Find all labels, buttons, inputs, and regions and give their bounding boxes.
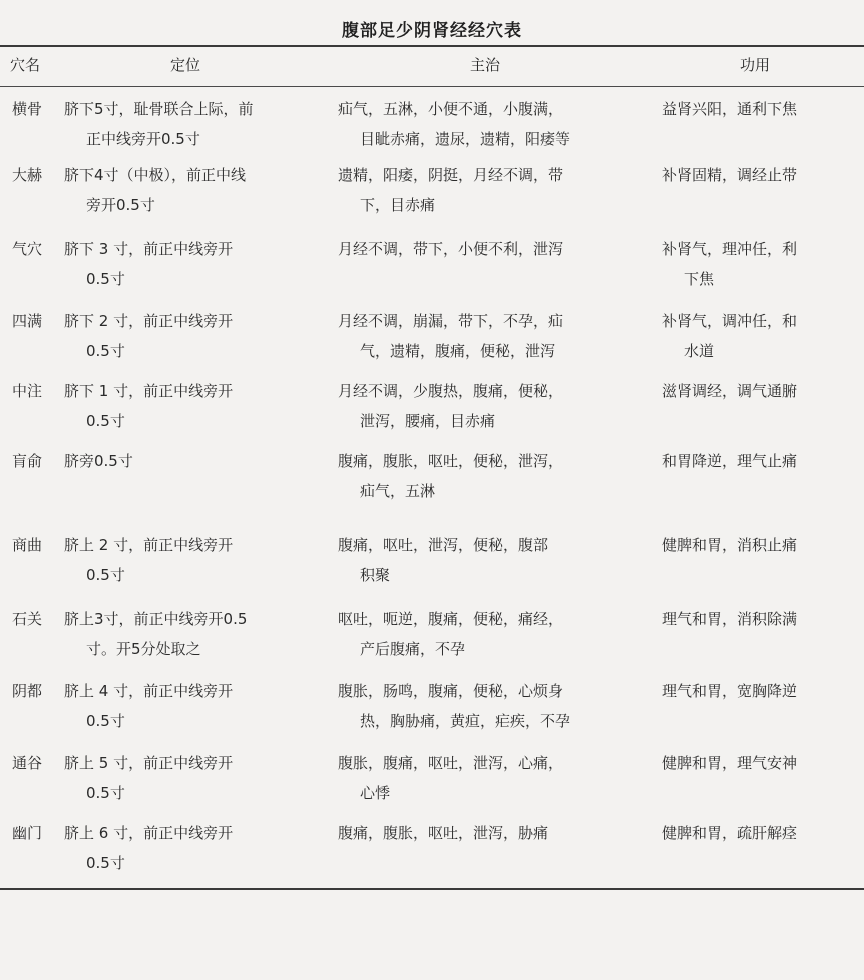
- location-line: 0.5寸: [86, 342, 125, 360]
- indication-line: 积聚: [360, 566, 391, 584]
- location-line: 脐下5寸，耻骨联合上际，前: [64, 100, 254, 118]
- indication-line: 疝气，五淋: [360, 482, 436, 500]
- indication-cell: [338, 530, 638, 590]
- function-line: 补肾气，调冲任，和: [662, 312, 798, 330]
- function-line: 补肾固精，调经止带: [662, 166, 798, 184]
- indication-line: 心悸: [360, 784, 391, 802]
- function-cell: [662, 94, 862, 124]
- location-line: 脐下 3 寸，前正中线旁开: [64, 240, 234, 258]
- location-cell: [64, 160, 320, 220]
- acupoint-name: 四满: [12, 312, 43, 330]
- function-line: 滋肾调经，调气通腑: [662, 382, 798, 400]
- function-line: 健脾和胃，消积止痛: [662, 536, 798, 554]
- location-cell: [64, 446, 320, 476]
- function-line: 和胃降逆，理气止痛: [662, 452, 798, 470]
- header-name: 穴名: [10, 56, 41, 74]
- acupoint-name: 阴都: [12, 682, 43, 700]
- header-indication: 主治: [470, 56, 501, 74]
- indication-line: 泄泻，腰痛，目赤痛: [360, 412, 496, 430]
- indication-line: 产后腹痛，不孕: [360, 640, 466, 658]
- location-cell: [64, 376, 320, 436]
- indication-cell: [338, 94, 638, 154]
- acupoint-name: 中注: [12, 382, 43, 400]
- indication-cell: [338, 748, 638, 808]
- location-cell: [64, 306, 320, 366]
- location-line: 0.5寸: [86, 566, 125, 584]
- location-line: 脐上 6 寸，前正中线旁开: [64, 824, 234, 842]
- location-line: 0.5寸: [86, 712, 125, 730]
- indication-line: 月经不调，带下，小便不利，泄泻: [338, 240, 564, 258]
- function-cell: [662, 530, 862, 560]
- indication-line: 气，遗精，腹痛，便秘，泄泻: [360, 342, 556, 360]
- indication-line: 月经不调，崩漏，带下，不孕，疝: [338, 312, 564, 330]
- location-line: 脐上3寸，前正中线旁开0.5: [64, 610, 248, 628]
- location-line: 脐下4寸（中极），前正中线: [64, 166, 247, 184]
- indication-cell: [338, 234, 638, 264]
- function-cell: [662, 818, 862, 848]
- acupoint-name: 石关: [12, 610, 43, 628]
- location-cell: [64, 604, 320, 664]
- function-line: 水道: [684, 342, 715, 360]
- function-line: 健脾和胃，疏肝解痉: [662, 824, 798, 842]
- function-line: 益肾兴阳，通利下焦: [662, 100, 798, 118]
- header-function: 功用: [740, 56, 771, 74]
- location-line: 脐下 2 寸，前正中线旁开: [64, 312, 234, 330]
- location-cell: [64, 676, 320, 736]
- function-cell: [662, 376, 862, 406]
- indication-line: 腹痛，腹胀，呕吐，便秘，泄泻，: [338, 452, 564, 470]
- function-line: 下焦: [684, 270, 715, 288]
- location-line: 脐下 1 寸，前正中线旁开: [64, 382, 234, 400]
- acupoint-name: 横骨: [12, 100, 43, 118]
- acupoint-name: 肓俞: [12, 452, 43, 470]
- function-line: 健脾和胃，理气安神: [662, 754, 798, 772]
- acupoint-name: 气穴: [12, 240, 43, 258]
- function-cell: [662, 748, 862, 778]
- location-line: 正中线旁开0.5寸: [86, 130, 200, 148]
- location-line: 0.5寸: [86, 270, 125, 288]
- acupoint-name: 商曲: [12, 536, 43, 554]
- function-line: 理气和胃，宽胸降逆: [662, 682, 798, 700]
- indication-line: 呕吐，呃逆，腹痛，便秘，痛经，: [338, 610, 564, 628]
- indication-line: 热，胸胁痛，黄疸，疟疾，不孕: [360, 712, 571, 730]
- indication-line: 目眦赤痛，遗尿，遗精，阳痿等: [360, 130, 571, 148]
- function-cell: [662, 446, 862, 476]
- indication-cell: [338, 818, 638, 848]
- indication-line: 疝气，五淋，小便不通，小腹满，: [338, 100, 564, 118]
- table-header-rule: [0, 86, 864, 87]
- function-line: 理气和胃，消积除满: [662, 610, 798, 628]
- location-line: 0.5寸: [86, 854, 125, 872]
- location-line: 脐上 2 寸，前正中线旁开: [64, 536, 234, 554]
- location-cell: [64, 818, 320, 878]
- indication-line: 腹胀，肠鸣，腹痛，便秘，心烦身: [338, 682, 564, 700]
- indication-cell: [338, 446, 638, 506]
- indication-cell: [338, 676, 638, 736]
- function-line: 补肾气，理冲任，利: [662, 240, 798, 258]
- acupoint-name: 大赫: [12, 166, 43, 184]
- acupoint-name: 通谷: [12, 754, 43, 772]
- location-cell: [64, 94, 320, 154]
- function-cell: [662, 676, 862, 706]
- indication-line: 遗精，阳痿，阴挺，月经不调，带: [338, 166, 564, 184]
- function-cell: [662, 306, 862, 366]
- indication-line: 腹痛，腹胀，呕吐，泄泻，胁痛: [338, 824, 549, 842]
- indication-cell: [338, 604, 638, 664]
- location-line: 0.5寸: [86, 784, 125, 802]
- header-location: 定位: [170, 56, 201, 74]
- indication-cell: [338, 306, 638, 366]
- table-bottom-rule: [0, 888, 864, 890]
- function-cell: [662, 234, 862, 294]
- indication-cell: [338, 160, 638, 220]
- indication-line: 月经不调，少腹热，腹痛，便秘，: [338, 382, 564, 400]
- indication-line: 腹胀，腹痛，呕吐，泄泻，心痛，: [338, 754, 564, 772]
- function-cell: [662, 160, 862, 190]
- location-cell: [64, 234, 320, 294]
- table-title: 腹部足少阴肾经经穴表: [342, 21, 522, 41]
- location-line: 0.5寸: [86, 412, 125, 430]
- location-line: 脐上 4 寸，前正中线旁开: [64, 682, 234, 700]
- location-cell: [64, 530, 320, 590]
- acupoint-name: 幽门: [12, 824, 43, 842]
- function-cell: [662, 604, 862, 634]
- indication-cell: [338, 376, 638, 436]
- table-top-rule: [0, 45, 864, 47]
- location-cell: [64, 748, 320, 808]
- location-line: 脐旁0.5寸: [64, 452, 133, 470]
- indication-line: 腹痛，呕吐，泄泻，便秘，腹部: [338, 536, 549, 554]
- location-line: 寸。开5分处取之: [86, 640, 201, 658]
- location-line: 脐上 5 寸，前正中线旁开: [64, 754, 234, 772]
- indication-line: 下，目赤痛: [360, 196, 436, 214]
- location-line: 旁开0.5寸: [86, 196, 155, 214]
